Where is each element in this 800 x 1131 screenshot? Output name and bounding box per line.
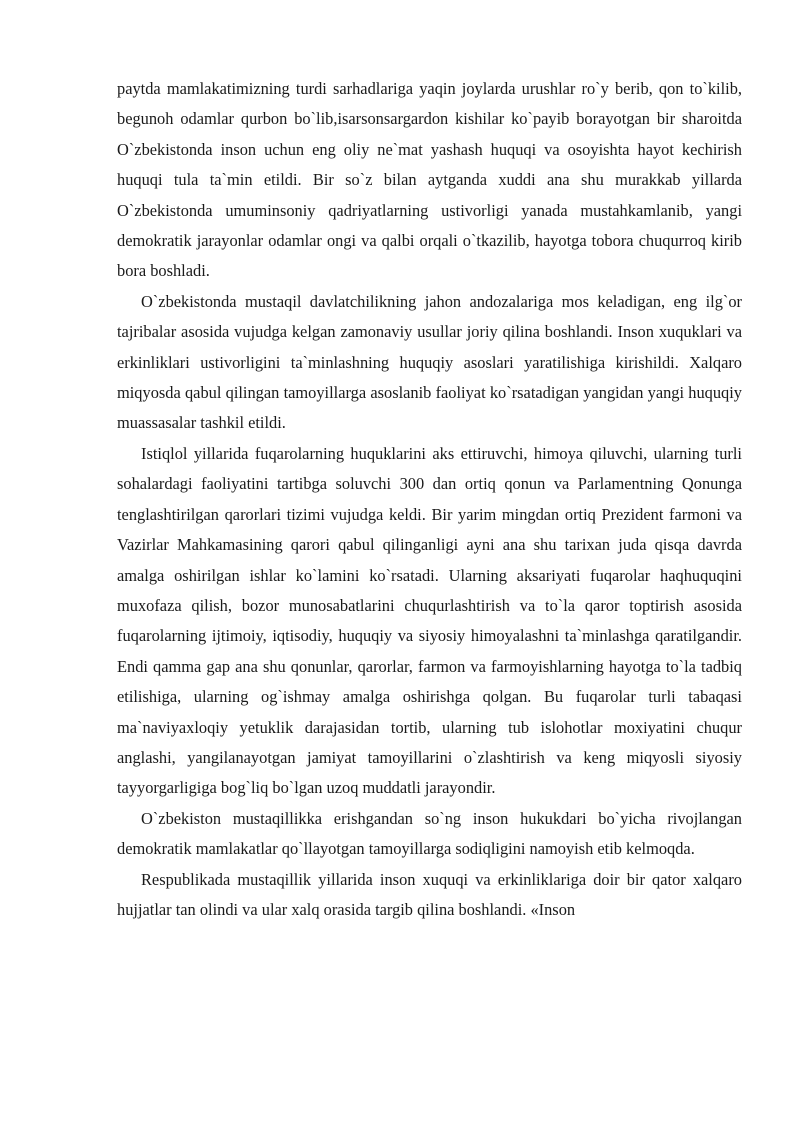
- document-page: [117, 74, 742, 925]
- paragraph-continued: paytda mamlakatimizning turdi sarhadlariga yaqin joylarda urushlar ro`y berib, qon to`kilib, begunoh odamlar qurbon bo`lib,isarsonsargardon kishilar ko`payib borayotgan bir sharoitda O`zbekistonda inson uchun eng oliy ne`mat yashash huquqi va osoyishta hayot kechirish huquqi tula ta`min etildi. Bir so`z bilan aytganda xuddi ana shu murakkab yillarda O`zbekistonda umuminsoniy qadriyatlarning ustivorligi yanada mustahkamlanib, yangi demokratik jarayonlar odamlar ongi va qalbi orqali o`tkazilib, hayotga tobora chuqurroq kirib bora boshladi.: [117, 79, 742, 281]
- paragraph: Istiqlol yillarida fuqarolarning huquklarini aks ettiruvchi, himoya qiluvchi, ularning turli sohalardagi faoliyatini tartibga soluvchi 300 dan ortiq qonun va Parlamentning Qonunga tenglashtirilgan qarorlari tizimi vujudga keldi. Bir yarim mingdan ortiq Prezident farmoni va Vazirlar Mahkamasining qarori qabul qilinganligi ayni ana shu tarixan juda qisqa davrda amalga oshirilgan ishlar ko`lamini ko`rsatadi. Ularning aksariyati fuqarolar haqhuquqini muxofaza qilish, bozor munosabatlarini chuqurlashtirish va to`la qaror toptirish asosida fuqarolarning ijtimoiy, iqtisodiy, huquqiy va siyosiy himoyalashni ta`minlashga qaratilgandir. Endi qamma gap ana shu qonunlar, qarorlar, farmon va farmoyishlarning hayotga to`la tadbiq etilishiga, ularning og`ishmay amalga oshirishga qolgan. Bu fuqarolar turli tabaqasi ma`naviyaxloqiy yetuklik darajasidan tortib, ularning tub islohotlar moxiyatini chuqur anglashi, yangilanayotgan jamiyat tamoyillarini o`zlashtirish va keng miqyosli siyosiy tayyorgarligiga bog`liq bo`lgan uzoq muddatli jarayondir.: [117, 443, 742, 798]
- paragraph: Respublikada mustaqillik yillarida inson xuquqi va erkinliklariga doir bir qator xalqaro hujjatlar tan olindi va ular xalq orasida targib qilina boshlandi. «Inson: [117, 869, 742, 919]
- paragraph: O`zbekiston mustaqillikka erishgandan so`ng inson hukukdari bo`yicha rivojlangan demokratik mamlakatlar qo`llayotgan tamoyillarga sodiqligini namoyish etib kelmoqda.: [117, 808, 742, 859]
- paragraph: O`zbekistonda mustaqil davlatchilikning jahon andozalariga mos keladigan, eng ilg`or tajribalar asosida vujudga kelgan zamonaviy usullar joriy qilina boshlandi. Inson xuquklari va erkinliklari ustivorligini ta`minlashning huquqiy asoslari yaratilishiga kirishildi. Xalqaro miqyosda qabul qilingan tamoyillarga asoslanib faoliyat ko`rsatadigan yangidan yangi huquqiy muassasalar tashkil etildi.: [117, 291, 742, 433]
